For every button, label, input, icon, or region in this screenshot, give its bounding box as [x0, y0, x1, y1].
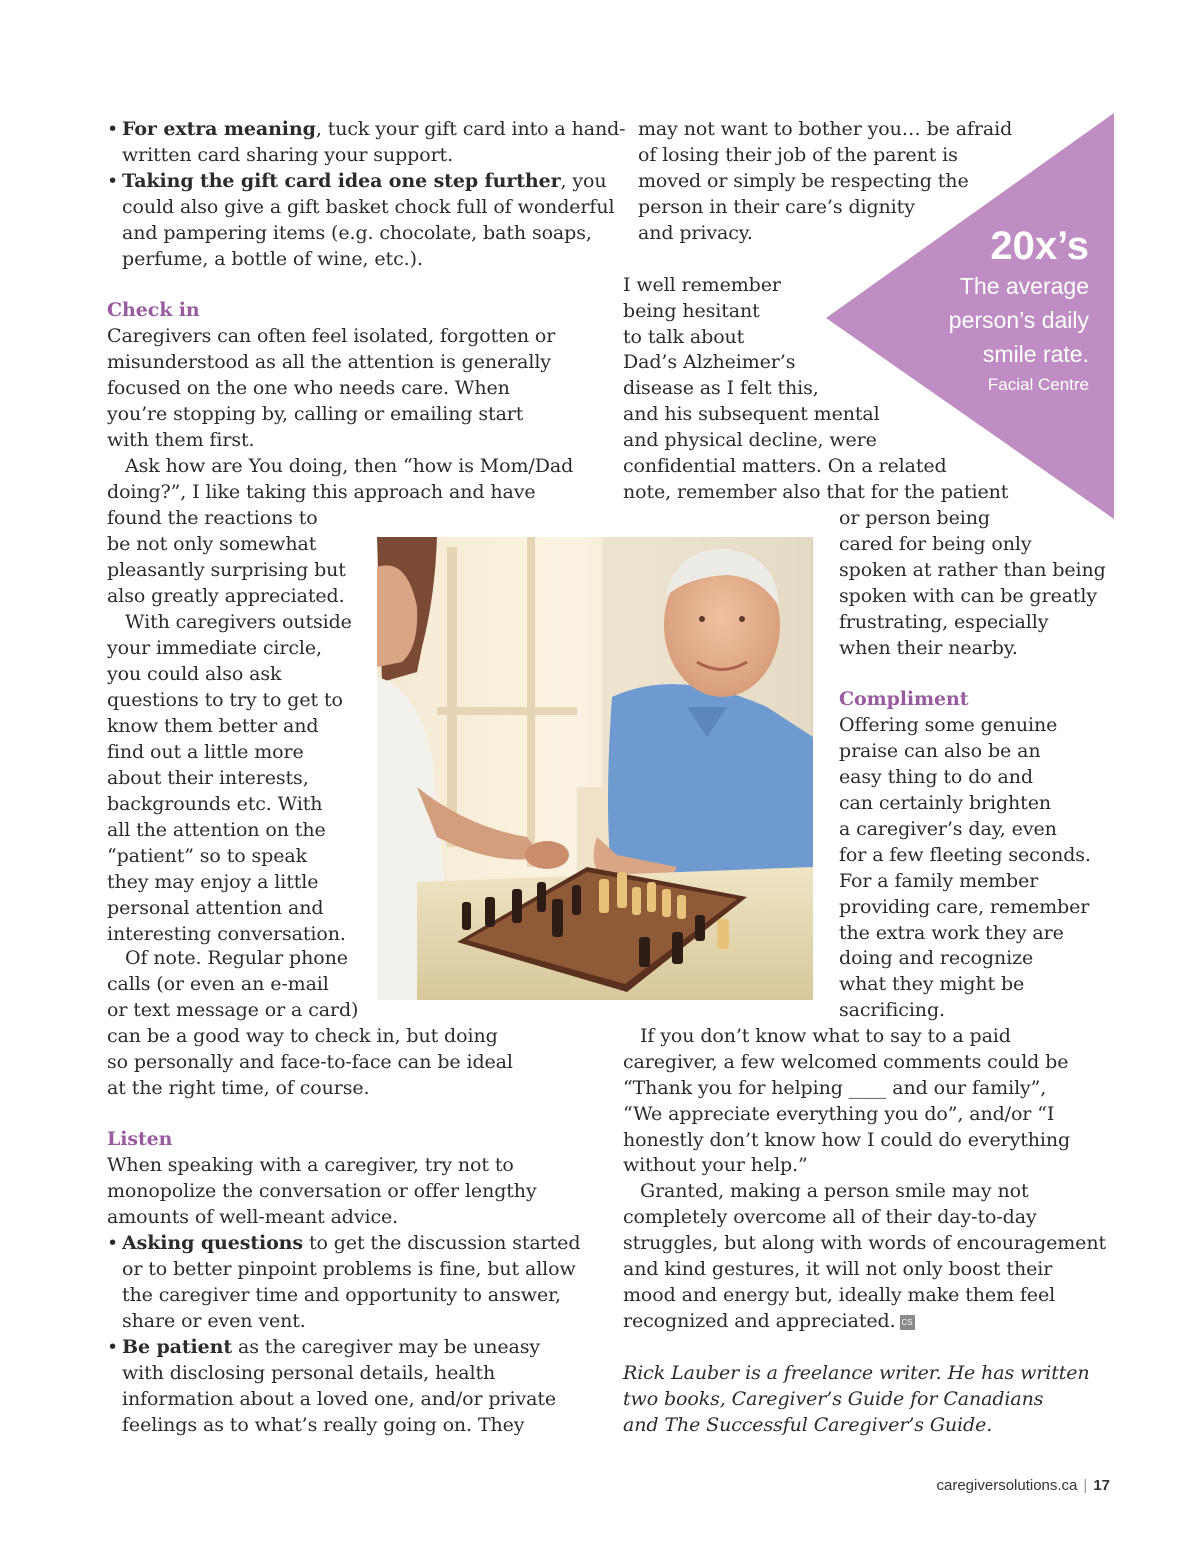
body-line: backgrounds etc. With [107, 793, 323, 815]
body-line: being hesitant [623, 300, 760, 322]
bullet-text-line: or to better pinpoint problems is fine, but allow [122, 1258, 576, 1280]
body-line: Granted, making a person smile may not [640, 1180, 1029, 1202]
body-line: spoken with can be greatly [839, 585, 1097, 607]
body-line: Ask how are You doing, then “how is Mom/Dad [125, 455, 574, 477]
callout-text-line: person’s daily [948, 307, 1089, 333]
page-footer [937, 1477, 1111, 1494]
body-line: honestly don’t know how I could do everything [623, 1129, 1071, 1151]
body-line: confidential matters. On a related [623, 455, 947, 477]
body-line: what they might be [839, 973, 1025, 995]
body-line: and kind gestures, it will not only boost their [623, 1258, 1053, 1280]
bullet-text-line: with disclosing personal details, health [122, 1362, 496, 1384]
bullet-gift-card-further: Taking the gift card idea one step further, you [122, 170, 607, 192]
body-line: easy thing to do and [839, 766, 1033, 788]
body-line: With caregivers outside [125, 611, 352, 633]
body-line: struggles, but along with words of encouragement [623, 1232, 1106, 1254]
body-line: praise can also be an [839, 740, 1041, 762]
body-line: at the right time, of course. [107, 1077, 370, 1099]
body-line: cared for being only [839, 533, 1032, 555]
body-line: misunderstood as all the attention is generally [107, 351, 551, 373]
body-line: be not only somewhat [107, 533, 317, 555]
body-line: “patient” so to speak [107, 845, 308, 867]
body-line: Caregivers can often feel isolated, forgotten or [107, 325, 556, 347]
body-line: for a few fleeting seconds. [839, 844, 1091, 866]
body-line: found the reactions to [107, 507, 318, 529]
body-line: when their nearby. [839, 637, 1018, 659]
body-line: so personally and face-to-face can be ideal [107, 1051, 513, 1073]
body-line: providing care, remember [839, 896, 1090, 918]
body-line: person in their care’s dignity [638, 196, 915, 218]
body-line: note, remember also that for the patient [623, 481, 1009, 503]
body-line: pleasantly surprising but [107, 559, 346, 581]
body-line: Dad’s Alzheimer’s [623, 351, 796, 373]
chess-photo [377, 537, 813, 1000]
bullet-text-line: feelings as to what’s really going on. They [122, 1414, 525, 1436]
body-line: of losing their job of the parent is [638, 144, 958, 166]
bullet-text-line: perfume, a bottle of wine, etc.). [122, 248, 423, 270]
body-line: calls (or even an e-mail [107, 973, 329, 995]
bullet-icon: • [107, 1232, 119, 1254]
footer-separator: | [1083, 1477, 1088, 1494]
body-line: amounts of well-meant advice. [107, 1206, 399, 1228]
bullet-text-line: written card sharing your support. [122, 144, 454, 166]
callout-stat: 20x’s [990, 224, 1089, 268]
body-line: can be a good way to check in, but doing [107, 1025, 498, 1047]
body-line: you’re stopping by, calling or emailing start [107, 403, 524, 425]
body-line: they may enjoy a little [107, 871, 319, 893]
body-line: to talk about [623, 326, 745, 348]
heading-compliment: Compliment [839, 688, 969, 710]
body-line: monopolize the conversation or offer lengthy [107, 1180, 537, 1202]
body-line: about their interests, [107, 767, 309, 789]
body-line: I well remember [623, 274, 781, 296]
body-line: disease as I felt this, [623, 377, 819, 399]
author-bio-line: and The Successful Caregiver’s Guide. [623, 1414, 993, 1436]
body-line: or person being [839, 507, 990, 529]
body-line: without your help.” [623, 1154, 808, 1176]
body-line: spoken at rather than being [839, 559, 1106, 581]
body-line: moved or simply be respecting the [638, 170, 969, 192]
body-line: know them better and [107, 715, 319, 737]
body-line: sacrificing. [839, 999, 945, 1021]
bullet-icon: • [107, 170, 119, 192]
callout-text-line: The average [959, 273, 1089, 299]
body-line: and physical decline, were [623, 429, 877, 451]
last-body-line: recognized and appreciated. CS [623, 1308, 915, 1334]
callout-source: Facial Centre [987, 375, 1089, 394]
body-line: caregiver, a few welcomed comments could be [623, 1051, 1069, 1073]
author-bio-line: two books, Caregiver’s Guide for Canadians [623, 1388, 1044, 1410]
callout-text-line: smile rate. [982, 341, 1089, 367]
body-line: questions to try to get to [107, 689, 343, 711]
body-line: personal attention and [107, 897, 324, 919]
body-line: interesting conversation. [107, 923, 346, 945]
body-line: with them first. [107, 429, 255, 451]
body-line: When speaking with a caregiver, try not to [107, 1154, 514, 1176]
body-line: and privacy. [638, 222, 753, 244]
bullet-extra-meaning: For extra meaning, tuck your gift card into a hand- [122, 118, 626, 140]
body-line: frustrating, especially [839, 611, 1049, 633]
bullet-text-line: information about a loved one, and/or private [122, 1388, 556, 1410]
body-line: doing?”, I like taking this approach and have [107, 481, 536, 503]
bullet-asking-questions: Asking questions to get the discussion started [122, 1232, 581, 1254]
body-line: your immediate circle, [107, 637, 322, 659]
body-line: focused on the one who needs care. When [107, 377, 510, 399]
body-line: the extra work they are [839, 922, 1064, 944]
body-line: mood and energy but, ideally make them feel [623, 1284, 1056, 1306]
body-line: can certainly brighten [839, 792, 1051, 814]
bullet-text-line: could also give a gift basket chock full of wonderful [122, 196, 615, 218]
bullet-text-line: the caregiver time and opportunity to answer, [122, 1284, 561, 1306]
body-line: Of note. Regular phone [125, 947, 348, 969]
body-line: If you don’t know what to say to a paid [640, 1025, 1011, 1047]
body-line: “We appreciate everything you do”, and/or “I [623, 1103, 1055, 1125]
body-line: also greatly appreciated. [107, 585, 345, 607]
body-line: or text message or a card) [107, 999, 359, 1021]
body-line: a caregiver’s day, even [839, 818, 1057, 840]
body-line: and his subsequent mental [623, 403, 880, 425]
body-line: may not want to bother you… be afraid [638, 118, 1013, 140]
heading-listen: Listen [107, 1128, 173, 1150]
cs-end-mark: CS [900, 1315, 915, 1330]
author-bio-line: Rick Lauber is a freelance writer. He has written [623, 1362, 1090, 1384]
body-line: doing and recognize [839, 947, 1034, 969]
bullet-text-line: share or even vent. [122, 1310, 306, 1332]
body-line: “Thank you for helping ____ and our family”, [623, 1077, 1047, 1099]
body-line: find out a little more [107, 741, 304, 763]
bullet-text-line: and pampering items (e.g. chocolate, bath soaps, [122, 222, 592, 244]
footer-site: caregiversolutions.ca [936, 1477, 1078, 1494]
body-line: you could also ask [107, 663, 282, 685]
bullet-icon: • [107, 1336, 119, 1358]
bullet-be-patient: Be patient as the caregiver may be uneasy [122, 1336, 540, 1358]
page-number: 17 [1093, 1477, 1110, 1494]
body-line: Offering some genuine [839, 714, 1058, 736]
body-line: all the attention on the [107, 819, 326, 841]
bullet-icon: • [107, 118, 119, 140]
heading-check-in: Check in [107, 299, 200, 321]
body-line: completely overcome all of their day-to-day [623, 1206, 1037, 1228]
body-line: For a family member [839, 870, 1039, 892]
